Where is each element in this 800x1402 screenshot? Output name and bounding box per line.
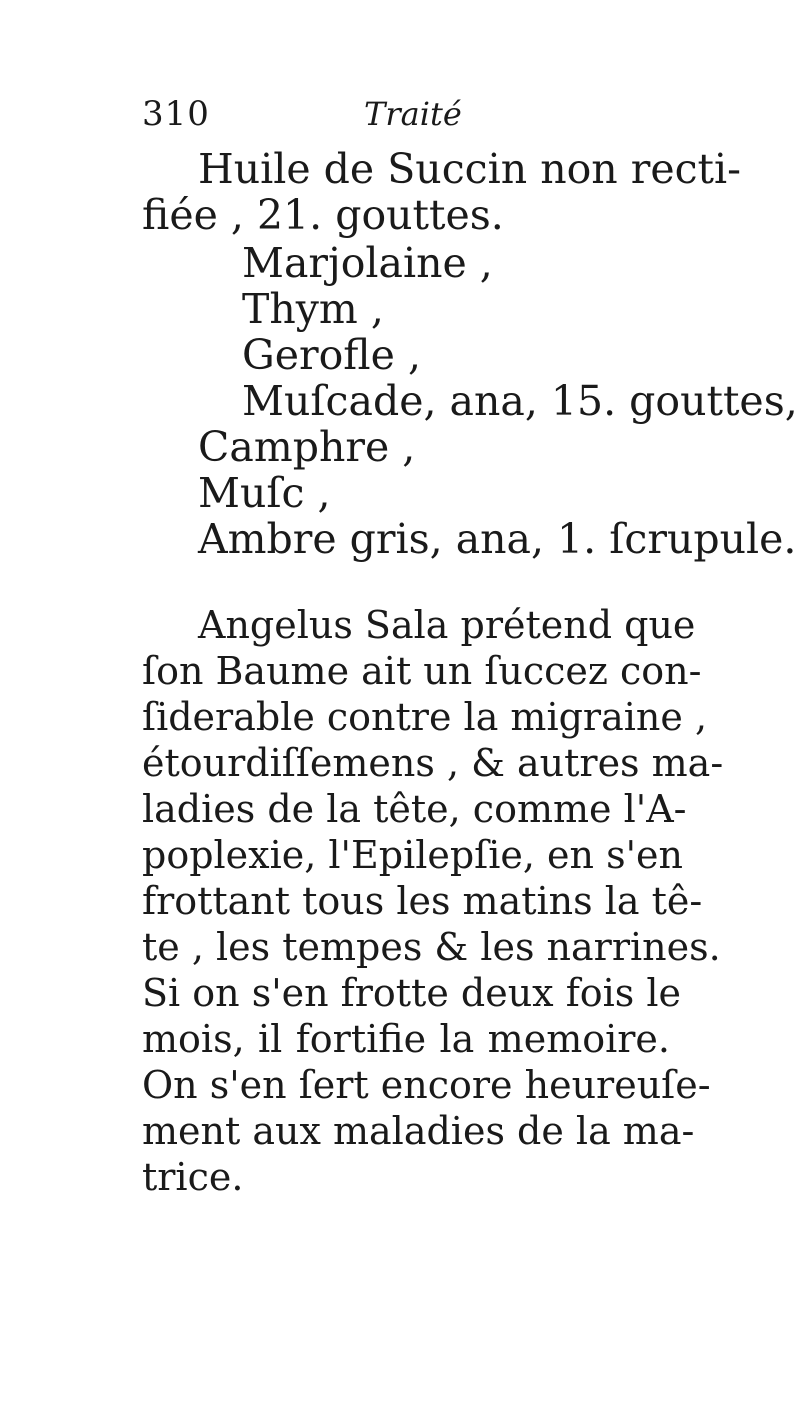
paragraph-line: étourdiſſemens , & autres ma- <box>142 741 724 785</box>
recipe-line: Thym , <box>242 285 384 333</box>
recipe-line: Ambre gris, ana, 1. ſcrupule. <box>198 515 797 563</box>
recipe-line: Huile de Succin non recti- <box>198 145 741 193</box>
paragraph-line: ſiderable contre la migraine , <box>142 695 708 739</box>
paragraph-line: poplexie, l'Epilepſie, en s'en <box>142 833 683 877</box>
page-number: 310 <box>142 94 210 134</box>
paragraph-line: te , les tempes & les narrines. <box>142 925 721 969</box>
paragraph-line: trice. <box>142 1155 244 1199</box>
recipe-line: Muſc , <box>198 469 331 517</box>
recipe-line: Muſcade, ana, 15. gouttes, <box>242 377 798 425</box>
recipe-line: Camphre , <box>198 423 416 471</box>
paragraph-line: mois, il fortifie la memoire. <box>142 1017 670 1061</box>
recipe-line: fiée , 21. gouttes. <box>142 191 504 239</box>
paragraph-line: ſon Baume ait un ſuccez con- <box>142 649 702 693</box>
paragraph-line: Angelus Sala prétend que <box>198 603 696 647</box>
paragraph-line: ladies de la tête, comme l'A- <box>142 787 687 831</box>
page-header <box>142 92 662 136</box>
running-head: Traité <box>364 95 462 133</box>
recipe-line: Marjolaine , <box>242 239 493 287</box>
paragraph-line: ment aux maladies de la ma- <box>142 1109 695 1153</box>
paragraph-line: Si on s'en frotte deux fois le <box>142 971 682 1015</box>
recipe-line: Gerofle , <box>242 331 421 379</box>
paragraph-line: frottant tous les matins la tê- <box>142 879 703 923</box>
paragraph-line: On s'en ſert encore heureuſe- <box>142 1063 711 1107</box>
